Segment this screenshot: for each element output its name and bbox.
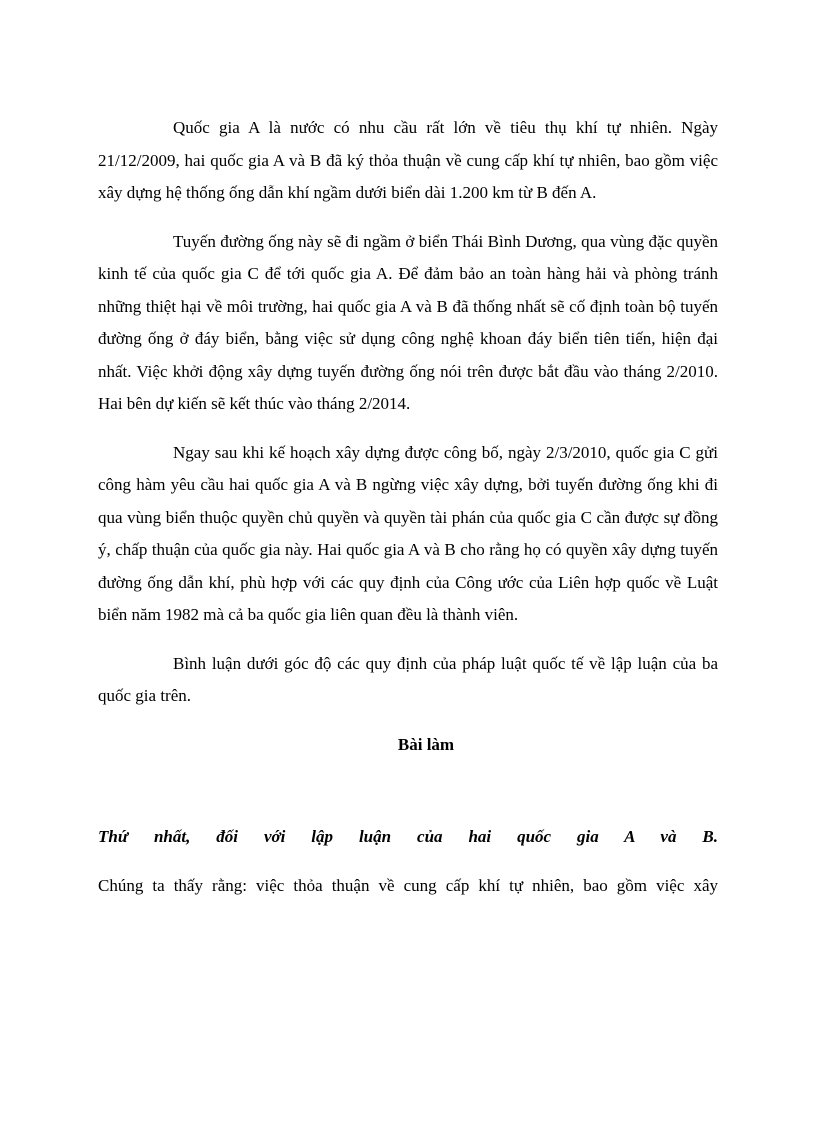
paragraph-1: Quốc gia A là nước có nhu cầu rất lớn về tiêu thụ khí tự nhiên. Ngày 21/12/2009, hai quốc gia A và B đã ký thỏa thuận về cung cấp khí tự nhiên, bao gồm việc xây dựng hệ thống ống dẫn khí ngầm dưới biển dài 1.200 km từ B đến A. — [98, 118, 718, 202]
body-text: Chúng ta thấy rằng: việc thỏa thuận về cung cấp khí tự nhiên, bao gồm việc xây — [98, 875, 718, 895]
document-page — [98, 112, 718, 902]
paragraph-3: Ngay sau khi kế hoạch xây dựng được công bố, ngày 2/3/2010, quốc gia C gửi công hàm yêu cầu hai quốc gia A và B ngừng việc xây dựng, bởi tuyến đường ống khi đi qua vùng biển thuộc quyền chủ quyền và quyền tài phán của quốc gia C cần được sự đồng ý, chấp thuận của quốc gia này. Hai quốc gia A và B cho rằng họ có quyền xây dựng tuyến đường ống dẫn khí, phù hợp với các quy định của Công ước của Liên hợp quốc về Luật biển năm 1982 mà cả ba quốc gia liên quan đều là thành viên. — [98, 442, 718, 624]
section-heading: Bài làm — [397, 734, 455, 754]
paragraph-2: Tuyến đường ống này sẽ đi ngầm ở biển Thái Bình Dương, qua vùng đặc quyền kinh tế của quốc gia C để tới quốc gia A. Để đảm bảo an toàn hàng hải và phòng tránh những thiệt hại về môi trường, hai quốc gia A và B đã thống nhất sẽ cố định toàn bộ tuyến đường ống ở đáy biển, bằng việc sử dụng công nghệ khoan đáy biển tiên tiến, hiện đại nhất. Việc khởi động xây dựng tuyến đường ống nói trên được bắt đầu vào tháng 2/2010. Hai bên dự kiến sẽ kết thúc vào tháng 2/2014. — [98, 231, 718, 413]
paragraph-4: Bình luận dưới góc độ các quy định của pháp luật quốc tế về lập luận của ba quốc gia trên. — [98, 653, 718, 705]
subsection-heading: Thứ nhất, đối với lập luận của hai quốc gia A và B. — [98, 827, 718, 846]
